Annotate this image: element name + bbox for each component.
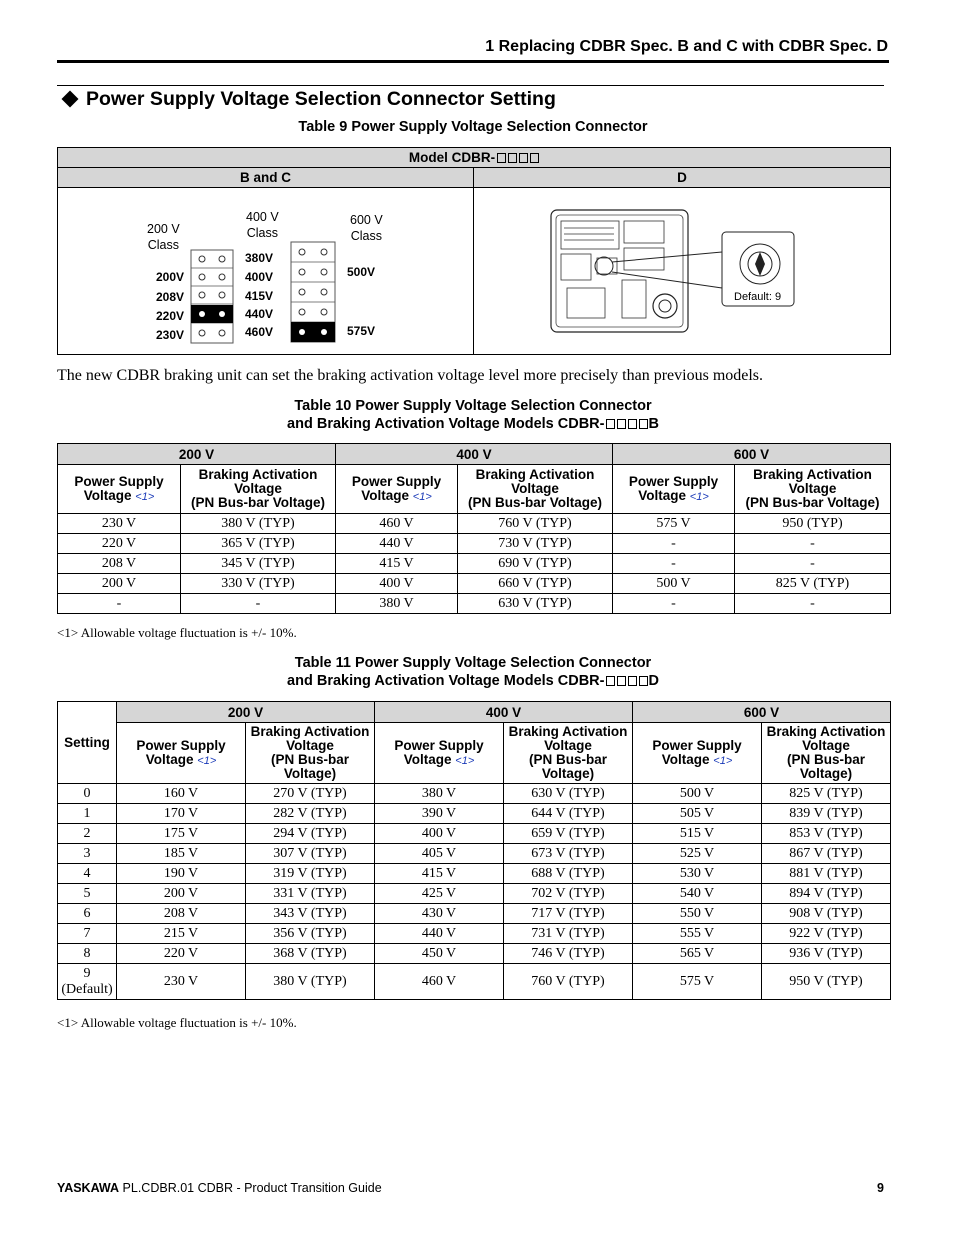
d-rotary-switch-figure	[474, 188, 891, 355]
table11-caption-line2: and Braking Activation Voltage Models CDBR- D	[287, 673, 659, 689]
table-cell: 319 V (TYP)	[246, 864, 375, 884]
table-row	[58, 944, 891, 964]
table-cell: 922 V (TYP)	[762, 924, 891, 944]
table-cell: 405 V	[375, 844, 504, 864]
table-cell: 530 V	[633, 864, 762, 884]
table-row	[58, 824, 891, 844]
bc-connector-figure	[58, 188, 474, 355]
table-cell: 460 V	[375, 964, 504, 1000]
table-cell: 730 V (TYP)	[458, 534, 613, 554]
table-cell: 525 V	[633, 844, 762, 864]
table-cell: 440 V	[336, 534, 458, 554]
table-cell: 343 V (TYP)	[246, 904, 375, 924]
table-cell: 380 V (TYP)	[246, 964, 375, 1000]
table-cell: 430 V	[375, 904, 504, 924]
table-cell: 160 V	[117, 784, 246, 804]
table-cell: 356 V (TYP)	[246, 924, 375, 944]
table9-col-bc: B and C	[58, 168, 474, 188]
table-cell: 894 V (TYP)	[762, 884, 891, 904]
psv-header: Power Supply Voltage <1>	[58, 465, 181, 514]
footnote-ref: <1>	[412, 490, 432, 503]
table-cell: 5	[58, 884, 117, 904]
table-cell: 936 V (TYP)	[762, 944, 891, 964]
psv-header: Power Supply Voltage <1>	[336, 465, 458, 514]
table-cell: 307 V (TYP)	[246, 844, 375, 864]
section-rule	[57, 85, 884, 86]
section-heading-text: Power Supply Voltage Selection Connector Setting	[86, 88, 556, 110]
table-cell: 690 V (TYP)	[458, 554, 613, 574]
table-cell: 839 V (TYP)	[762, 804, 891, 824]
table10-caption	[57, 397, 889, 433]
diamond-bullet-icon	[62, 90, 79, 107]
table-cell: 4	[58, 864, 117, 884]
table-cell: 230 V	[117, 964, 246, 1000]
table-cell: 760 V (TYP)	[458, 514, 613, 534]
footnote-ref: <1>	[197, 754, 217, 767]
jumper-label: 200V	[156, 270, 185, 284]
class-400-label: 400 V Class	[246, 210, 279, 240]
footer-doc-title	[57, 1181, 382, 1195]
page-number: 9	[877, 1181, 884, 1195]
table-cell: 460 V	[336, 514, 458, 534]
setting-header: Setting	[58, 702, 117, 784]
bav-header: Braking Activation Voltage (PN Bus-bar Voltage)	[735, 465, 891, 514]
table-cell: 3	[58, 844, 117, 864]
jumper-label: 208V	[156, 290, 185, 304]
table-cell: 208 V	[58, 554, 181, 574]
table-cell: 220 V	[117, 944, 246, 964]
jumper-label: 440V	[245, 307, 274, 321]
table-cell: 908 V (TYP)	[762, 904, 891, 924]
table-cell: 717 V (TYP)	[504, 904, 633, 924]
default-label: Default: 9	[734, 291, 782, 303]
table-cell: 500 V	[613, 574, 735, 594]
table10-footnote: <1> Allowable voltage fluctuation is +/- 10%.	[57, 625, 297, 640]
table-cell: 425 V	[375, 884, 504, 904]
table-cell: 6	[58, 904, 117, 924]
table-row	[58, 904, 891, 924]
jumper-blocks-drawing	[58, 188, 474, 354]
table-cell: 270 V (TYP)	[246, 784, 375, 804]
jumper-label: 500V	[347, 265, 376, 279]
table-cell: 215 V	[117, 924, 246, 944]
table-cell: 825 V (TYP)	[762, 784, 891, 804]
table-cell: 415 V	[336, 554, 458, 574]
table-row	[58, 594, 891, 614]
footnote-ref: <1>	[455, 754, 475, 767]
psv-header: Power Supply Voltage <1>	[613, 465, 735, 514]
jumper-label: 400V	[245, 270, 274, 284]
table-row	[58, 884, 891, 904]
table11	[57, 701, 891, 1000]
table-cell: 380 V (TYP)	[181, 514, 336, 534]
table-cell: -	[735, 554, 891, 574]
table-cell: 505 V	[633, 804, 762, 824]
table-row	[58, 554, 891, 574]
running-header: 1 Replacing CDBR Spec. B and C with CDBR Spec. D	[485, 38, 888, 55]
group-header: 400 V	[336, 444, 613, 465]
footer-brand: YASKAWA	[57, 1181, 120, 1195]
table-cell: 390 V	[375, 804, 504, 824]
group-header: 600 V	[633, 702, 891, 723]
bav-header: Braking Activation Voltage (PN Bus-bar Voltage)	[246, 723, 375, 784]
table11-caption-line1: Table 11 Power Supply Voltage Selection Connector	[294, 655, 652, 671]
group-header: 200 V	[58, 444, 336, 465]
class-600-label: 600 V Class	[350, 213, 383, 243]
table-row	[58, 514, 891, 534]
table-cell: 200 V	[117, 884, 246, 904]
table-cell: 380 V	[336, 594, 458, 614]
table-cell: 1	[58, 804, 117, 824]
jumper-label: 230V	[156, 328, 185, 342]
table-cell: -	[735, 594, 891, 614]
table-cell: 365 V (TYP)	[181, 534, 336, 554]
table-cell: 867 V (TYP)	[762, 844, 891, 864]
table-cell: 702 V (TYP)	[504, 884, 633, 904]
table-cell: 575 V	[633, 964, 762, 1000]
table-cell: 450 V	[375, 944, 504, 964]
group-header: 400 V	[375, 702, 633, 723]
table-cell: -	[58, 594, 181, 614]
table-cell: 550 V	[633, 904, 762, 924]
table-cell: 331 V (TYP)	[246, 884, 375, 904]
table-cell: 170 V	[117, 804, 246, 824]
table-cell: 2	[58, 824, 117, 844]
table-cell: 282 V (TYP)	[246, 804, 375, 824]
table-cell: 8	[58, 944, 117, 964]
body-paragraph: The new CDBR braking unit can set the braking activation voltage level more precisely than previous models.	[57, 367, 764, 384]
table-cell: 565 V	[633, 944, 762, 964]
table11-footnote: <1> Allowable voltage fluctuation is +/- 10%.	[57, 1015, 297, 1030]
table-row	[58, 534, 891, 554]
bav-header: Braking Activation Voltage (PN Bus-bar Voltage)	[181, 465, 336, 514]
table9-model-header	[58, 148, 891, 168]
table-cell: 190 V	[117, 864, 246, 884]
table-cell: -	[613, 534, 735, 554]
table-cell: 230 V	[58, 514, 181, 534]
table-cell: 660 V (TYP)	[458, 574, 613, 594]
table-cell: 9 (Default)	[58, 964, 117, 1000]
table-cell: 400 V	[336, 574, 458, 594]
jumper-label: 460V	[245, 325, 274, 339]
footnote-ref: <1>	[713, 754, 733, 767]
bav-header: Braking Activation Voltage (PN Bus-bar Voltage)	[458, 465, 613, 514]
jumper-label: 220V	[156, 309, 185, 323]
table-row	[58, 964, 891, 1000]
table9	[57, 147, 891, 355]
footnote-ref: <1>	[135, 490, 155, 503]
table-cell: 950 V (TYP)	[762, 964, 891, 1000]
table-cell: 7	[58, 924, 117, 944]
psv-header: Power Supply Voltage <1>	[375, 723, 504, 784]
table11-caption	[57, 654, 889, 690]
jumper-label: 415V	[245, 289, 274, 303]
table-cell: 208 V	[117, 904, 246, 924]
table-cell: 345 V (TYP)	[181, 554, 336, 574]
jumper-label: 575V	[347, 324, 376, 338]
table-row	[58, 924, 891, 944]
bav-header: Braking Activation Voltage (PN Bus-bar Voltage)	[504, 723, 633, 784]
table-cell: 415 V	[375, 864, 504, 884]
footer-doc: PL.CDBR.01 CDBR - Product Transition Guide	[119, 1181, 382, 1195]
table-cell: 294 V (TYP)	[246, 824, 375, 844]
psv-header: Power Supply Voltage <1>	[633, 723, 762, 784]
table9-col-d: D	[474, 168, 891, 188]
table-cell: 731 V (TYP)	[504, 924, 633, 944]
header-rule	[57, 60, 889, 63]
table-cell: -	[735, 534, 891, 554]
table10-caption-line2: and Braking Activation Voltage Models CDBR- B	[287, 416, 659, 432]
table-cell: 330 V (TYP)	[181, 574, 336, 594]
board-drawing	[474, 188, 891, 354]
jumper-label: 380V	[245, 251, 274, 265]
table-cell: 0	[58, 784, 117, 804]
table-cell: 515 V	[633, 824, 762, 844]
table-cell: 380 V	[375, 784, 504, 804]
table-cell: 500 V	[633, 784, 762, 804]
table9-caption: Table 9 Power Supply Voltage Selection Connector	[298, 119, 648, 135]
table-cell: 659 V (TYP)	[504, 824, 633, 844]
table-cell: -	[181, 594, 336, 614]
table-row	[58, 574, 891, 594]
class-200-label: 200 V Class	[147, 222, 180, 252]
table-row	[58, 784, 891, 804]
table-row	[58, 804, 891, 824]
bav-header: Braking Activation Voltage (PN Bus-bar Voltage)	[762, 723, 891, 784]
table-cell: 200 V	[58, 574, 181, 594]
table-row	[58, 844, 891, 864]
table-cell: 630 V (TYP)	[504, 784, 633, 804]
psv-header: Power Supply Voltage <1>	[117, 723, 246, 784]
model-label: Model CDBR-	[408, 150, 496, 165]
table-cell: 644 V (TYP)	[504, 804, 633, 824]
table-cell: 688 V (TYP)	[504, 864, 633, 884]
table-cell: 440 V	[375, 924, 504, 944]
table-row	[58, 864, 891, 884]
table-cell: 853 V (TYP)	[762, 824, 891, 844]
table-cell: -	[613, 594, 735, 614]
group-header: 200 V	[117, 702, 375, 723]
table-cell: 760 V (TYP)	[504, 964, 633, 1000]
table-cell: 825 V (TYP)	[735, 574, 891, 594]
table-cell: 881 V (TYP)	[762, 864, 891, 884]
table-cell: 400 V	[375, 824, 504, 844]
table-cell: 746 V (TYP)	[504, 944, 633, 964]
table-cell: 950 (TYP)	[735, 514, 891, 534]
table-cell: -	[613, 554, 735, 574]
footnote-ref: <1>	[689, 490, 709, 503]
table-cell: 540 V	[633, 884, 762, 904]
group-header: 600 V	[613, 444, 891, 465]
table-cell: 630 V (TYP)	[458, 594, 613, 614]
table-cell: 220 V	[58, 534, 181, 554]
table-cell: 368 V (TYP)	[246, 944, 375, 964]
table-cell: 185 V	[117, 844, 246, 864]
table10-caption-line1: Table 10 Power Supply Voltage Selection Connector	[294, 398, 652, 414]
table10	[57, 443, 891, 614]
section-heading	[62, 88, 556, 111]
table-cell: 673 V (TYP)	[504, 844, 633, 864]
table-cell: 175 V	[117, 824, 246, 844]
table-cell: 575 V	[613, 514, 735, 534]
table-cell: 555 V	[633, 924, 762, 944]
